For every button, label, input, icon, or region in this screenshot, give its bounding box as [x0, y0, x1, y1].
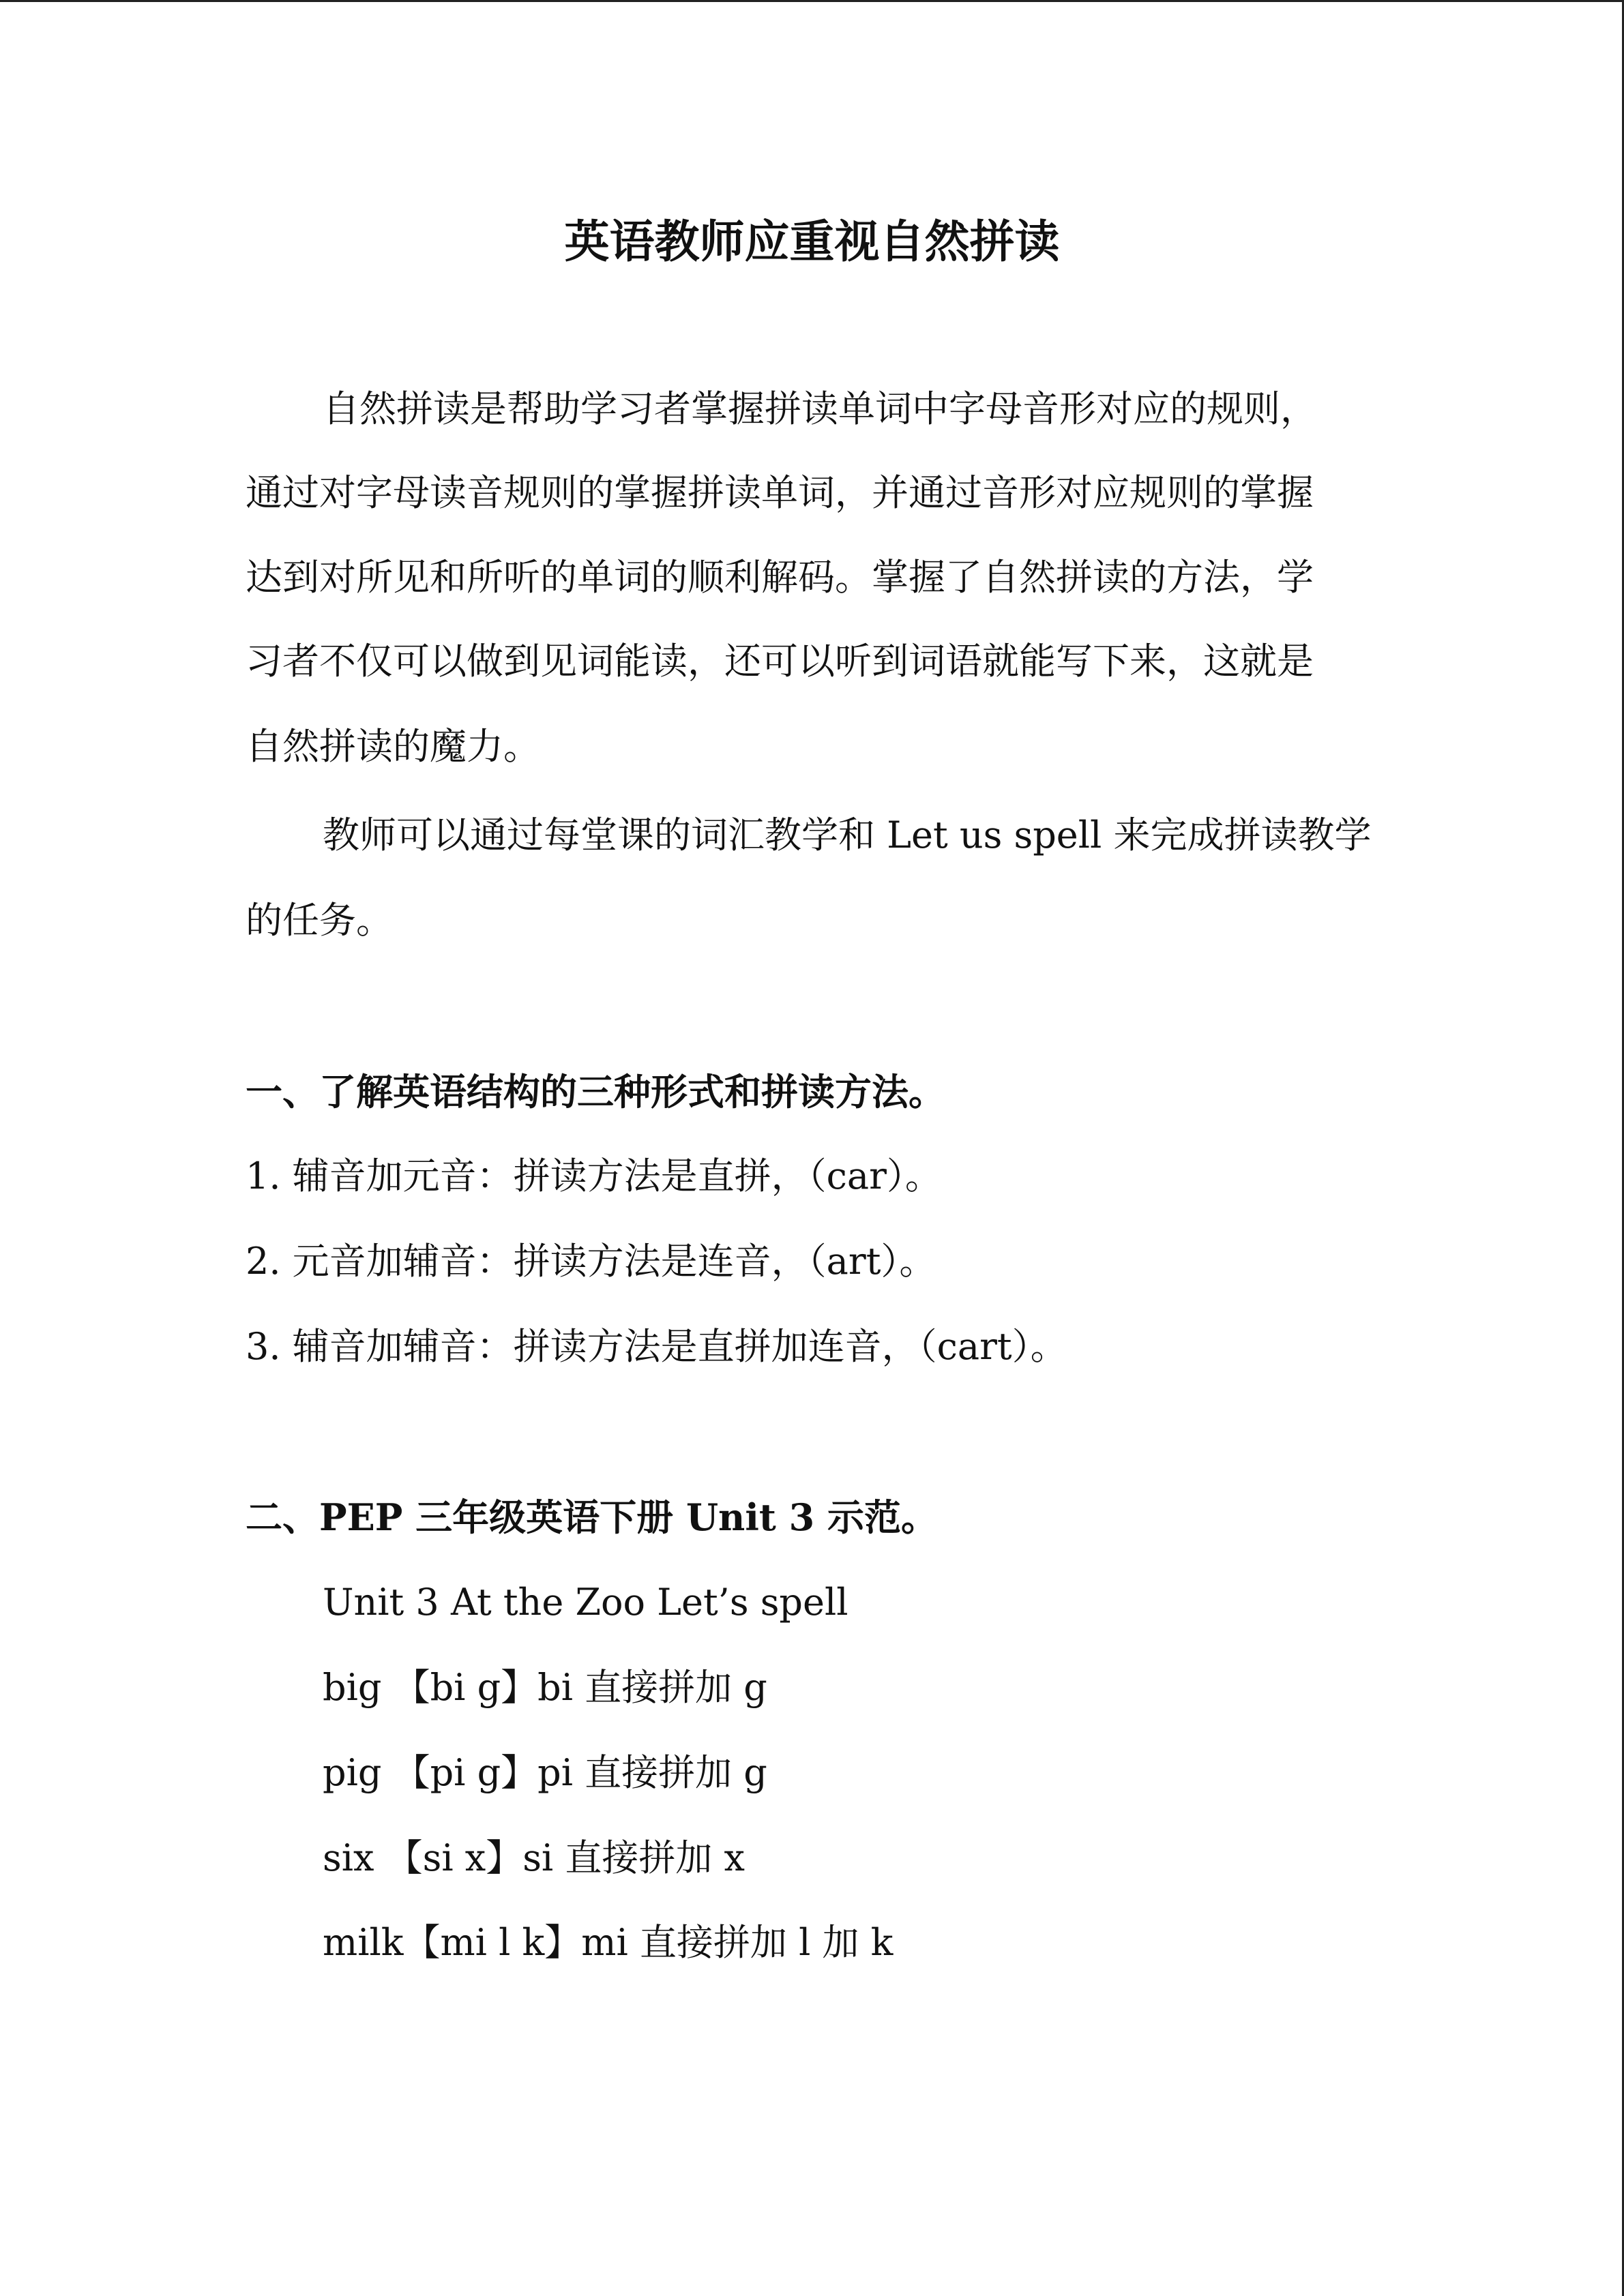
section-2-line: big 【bi g】bi 直接拼加 g — [323, 1666, 767, 1709]
document-title: 英语教师应重视自然拼读 — [564, 215, 1060, 268]
paragraph-1-line: 达到对所见和所听的单词的顺利解码。掌握了自然拼读的方法，学 — [246, 556, 1314, 599]
top-border-rule — [0, 0, 1624, 2]
paragraph-2-line: 教师可以通过每堂课的词汇教学和 Let us spell 来完成拼读教学 — [323, 814, 1372, 856]
paragraph-1-line: 自然拼读是帮助学习者掌握拼读单词中字母音形对应的规则， — [323, 387, 1317, 430]
section-2-line: six 【si x】si 直接拼加 x — [323, 1836, 745, 1879]
section-1-item: 3. 辅音加辅音：拼读方法是直拼加连音，（cart）。 — [246, 1325, 1067, 1368]
section-2-line: Unit 3 At the Zoo Let’s spell — [323, 1581, 848, 1624]
paragraph-2-line: 的任务。 — [246, 899, 393, 942]
section-1-heading: 一、了解英语结构的三种形式和拼读方法。 — [246, 1070, 945, 1114]
section-2-heading: 二、PEP 三年级英语下册 Unit 3 示范。 — [246, 1495, 938, 1539]
section-2-line: milk【mi l k】mi 直接拼加 l 加 k — [323, 1921, 894, 1964]
paragraph-1-line: 自然拼读的魔力。 — [246, 725, 540, 768]
section-2-line: pig 【pi g】pi 直接拼加 g — [323, 1751, 767, 1794]
paragraph-1-line: 通过对字母读音规则的掌握拼读单词，并通过音形对应规则的掌握 — [246, 471, 1314, 514]
section-1-item: 1. 辅音加元音：拼读方法是直拼，（car）。 — [246, 1154, 942, 1197]
section-1-item: 2. 元音加辅音：拼读方法是连音，（art）。 — [246, 1240, 936, 1283]
paragraph-1-line: 习者不仅可以做到见词能读，还可以听到词语就能写下来，这就是 — [246, 640, 1314, 683]
